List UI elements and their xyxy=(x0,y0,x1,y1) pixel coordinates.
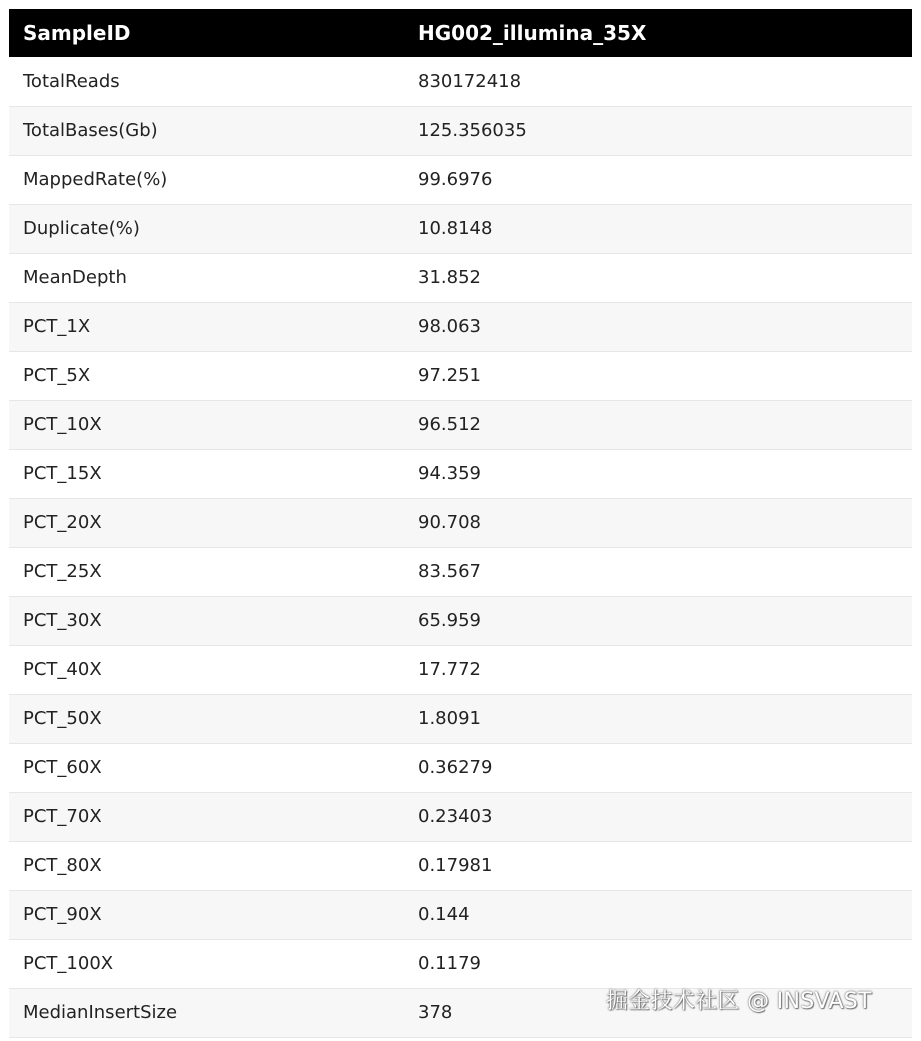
metric-value: 31.852 xyxy=(404,253,912,302)
metric-name: PCT_40X xyxy=(9,645,404,694)
qc-table-container xyxy=(9,9,912,1038)
table-row xyxy=(9,400,912,449)
table-row xyxy=(9,939,912,988)
metric-name: PCT_100X xyxy=(9,939,404,988)
table-row xyxy=(9,155,912,204)
metric-name: MappedRate(%) xyxy=(9,155,404,204)
metric-name: PCT_60X xyxy=(9,743,404,792)
table-row xyxy=(9,498,912,547)
metric-value: 65.959 xyxy=(404,596,912,645)
metric-name: PCT_1X xyxy=(9,302,404,351)
table-row xyxy=(9,302,912,351)
metric-name: PCT_10X xyxy=(9,400,404,449)
metric-value: 97.251 xyxy=(404,351,912,400)
table-row xyxy=(9,253,912,302)
qc-metrics-table xyxy=(9,9,912,1038)
metric-value: 0.23403 xyxy=(404,792,912,841)
metric-name: PCT_25X xyxy=(9,547,404,596)
metric-value: 0.1179 xyxy=(404,939,912,988)
metric-value: 17.772 xyxy=(404,645,912,694)
metric-value: 0.17981 xyxy=(404,841,912,890)
table-row xyxy=(9,449,912,498)
metric-value: 96.512 xyxy=(404,400,912,449)
table-row xyxy=(9,792,912,841)
metric-value: 98.063 xyxy=(404,302,912,351)
metric-name: MedianInsertSize xyxy=(9,988,404,1037)
table-row xyxy=(9,596,912,645)
metric-value: 10.8148 xyxy=(404,204,912,253)
table-row xyxy=(9,694,912,743)
metric-name: TotalReads xyxy=(9,57,404,106)
table-row xyxy=(9,351,912,400)
metric-value: 125.356035 xyxy=(404,106,912,155)
metric-value: 94.359 xyxy=(404,449,912,498)
table-row xyxy=(9,743,912,792)
metric-name: PCT_50X xyxy=(9,694,404,743)
table-row xyxy=(9,890,912,939)
metric-name: PCT_90X xyxy=(9,890,404,939)
metric-value: 83.567 xyxy=(404,547,912,596)
metric-name: PCT_15X xyxy=(9,449,404,498)
table-row xyxy=(9,57,912,106)
metric-value: 0.36279 xyxy=(404,743,912,792)
metric-value: 378 xyxy=(404,988,912,1037)
table-body xyxy=(9,57,912,1037)
metric-name: PCT_80X xyxy=(9,841,404,890)
watermark: 掘金技术社区 @ INSVAST xyxy=(606,989,872,1014)
metric-value: 0.144 xyxy=(404,890,912,939)
metric-name: TotalBases(Gb) xyxy=(9,106,404,155)
header-sample-name: HG002_illumina_35X xyxy=(404,9,912,57)
metric-value: 90.708 xyxy=(404,498,912,547)
header-sample-id: SampleID xyxy=(9,9,404,57)
metric-value: 99.6976 xyxy=(404,155,912,204)
metric-name: PCT_70X xyxy=(9,792,404,841)
table-row xyxy=(9,106,912,155)
metric-name: MeanDepth xyxy=(9,253,404,302)
metric-value: 1.8091 xyxy=(404,694,912,743)
table-row xyxy=(9,547,912,596)
table-row xyxy=(9,645,912,694)
metric-name: PCT_5X xyxy=(9,351,404,400)
metric-value: 830172418 xyxy=(404,57,912,106)
table-row xyxy=(9,841,912,890)
metric-name: Duplicate(%) xyxy=(9,204,404,253)
table-header-row xyxy=(9,9,912,57)
table-row xyxy=(9,204,912,253)
metric-name: PCT_30X xyxy=(9,596,404,645)
metric-name: PCT_20X xyxy=(9,498,404,547)
